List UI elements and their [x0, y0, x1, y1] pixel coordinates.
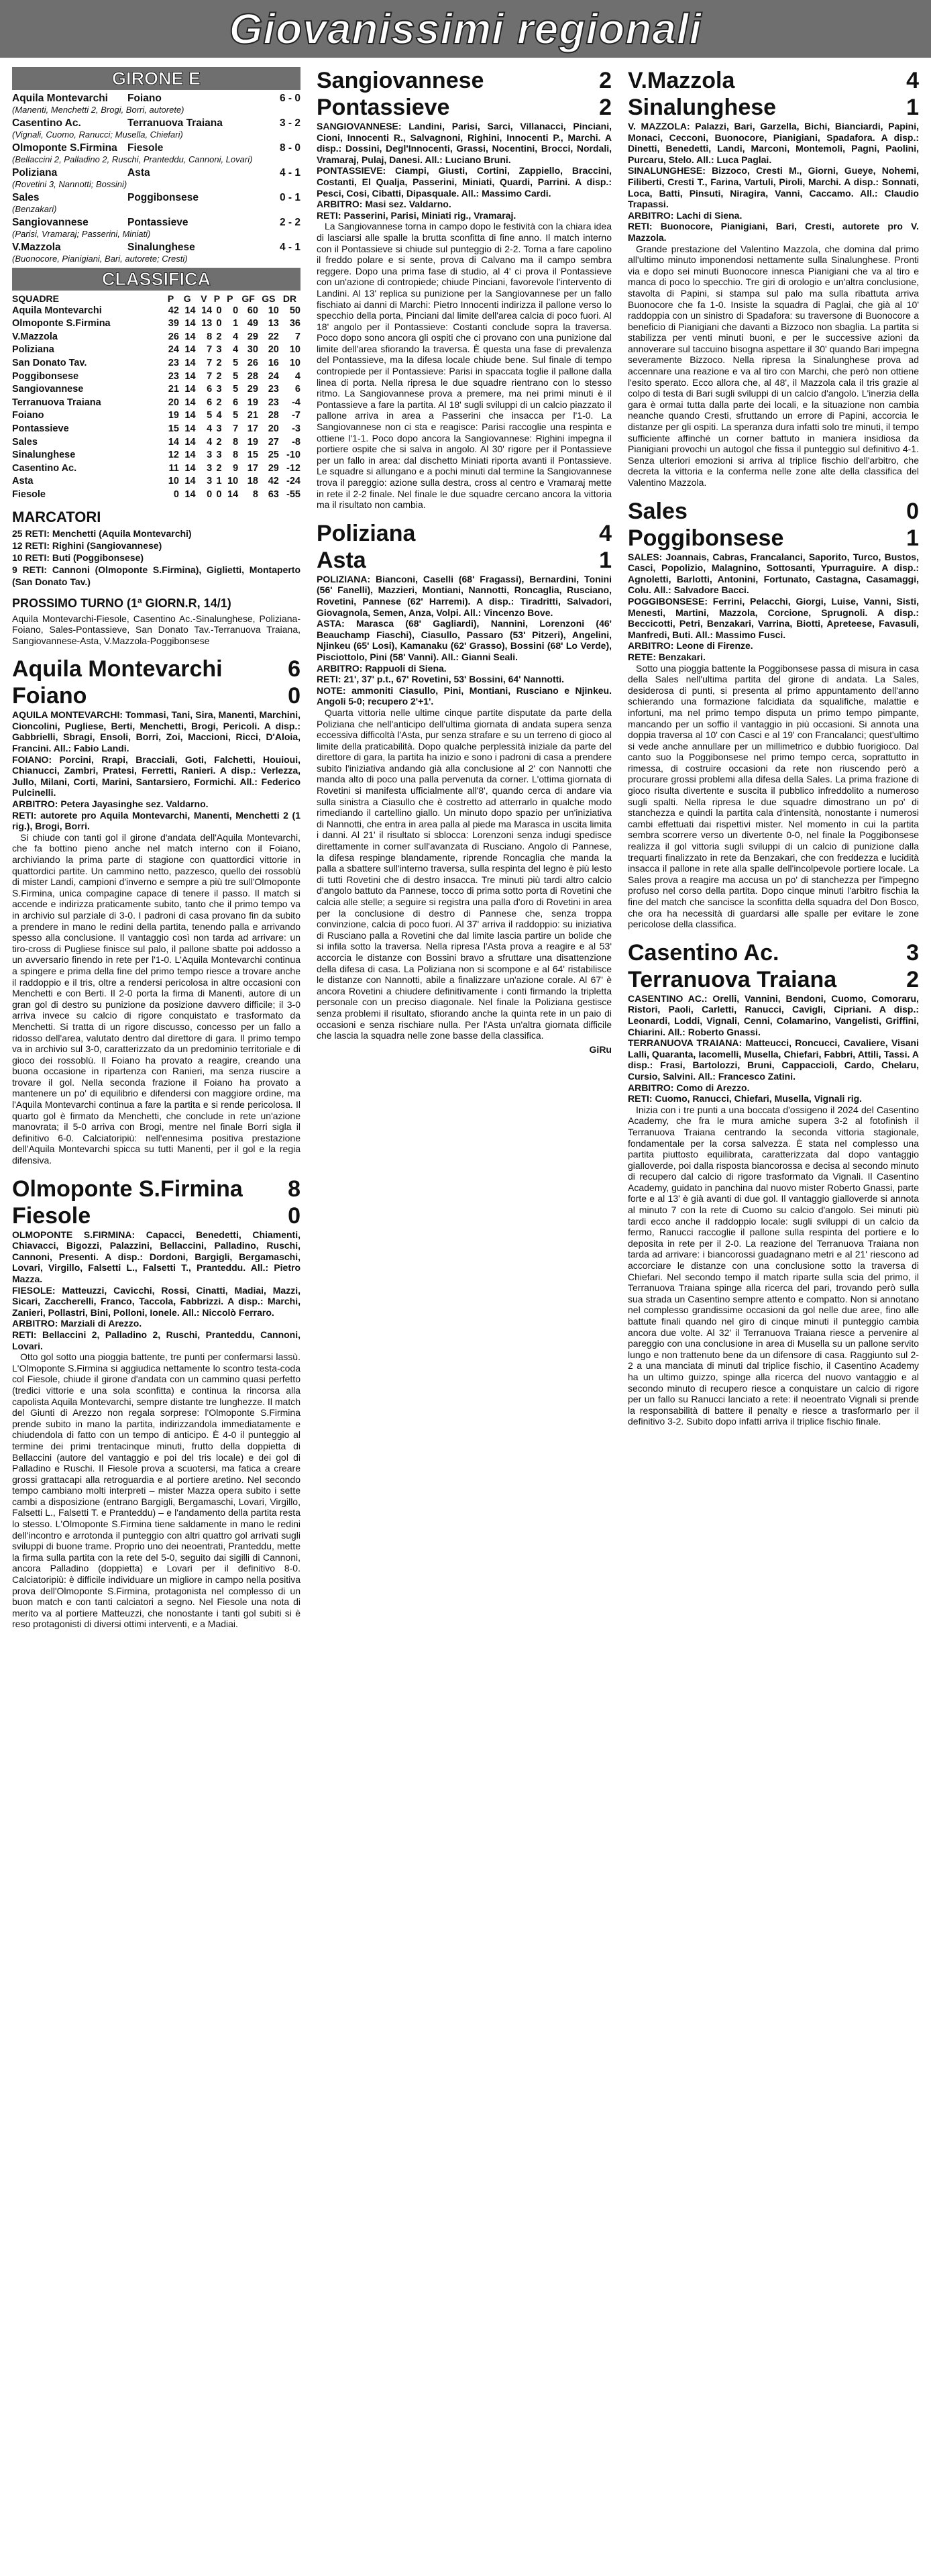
standings-col-header: G [183, 293, 191, 304]
standings-cell: 24 [268, 370, 279, 382]
result-home: Casentino Ac. [12, 117, 81, 129]
standings-cell: 14 [168, 436, 179, 448]
standings-cell: 26 [247, 357, 258, 368]
standings-cell: 2 [216, 331, 222, 342]
standings-cell: 1 [233, 318, 239, 329]
standings-col-header: SQUADRE [12, 293, 60, 304]
standings-cell: 2 [216, 357, 222, 368]
match-home-team: Aquila Montevarchi [12, 656, 223, 682]
standings-cell: 0 [216, 318, 222, 329]
standings-row [12, 317, 300, 331]
standings-cell: 20 [268, 423, 279, 434]
match-report-sangiovannese [317, 67, 612, 511]
standings-cell: 23 [268, 384, 279, 395]
match-home-row [317, 67, 612, 94]
match-body-text: Si chiude con tanti gol il girone d'andata dell'Aquila Montevarchi, che fa bottino pieno anche nel match interno con il Foiano, archiviando la prima parte di stagione con quattordici vittorie in quattordici partite. Un cammino netto, pazzesco, quello dei rossoblù di mister Landi, campioni d'inverno e sempre a più tre sull'Olmoponte S.Firmina, unica compagine capace di tenere il passo. Il match si accende e indirizza praticamente subito, tanto che il primo tempo va in archivio sul parziale di 3-0. I padroni di casa provano fin da subito a prendere in mano le redini della partita, tenendo palla e arrivando spesso alla conclusione. Il vantaggio così non tarda ad arrivare: un tiro-cross di Pugliese finisce sul palo, il pallone sbatte poi addosso a un avversario finendo in rete per l'1-0. L'Aquila Montevarchi continua a spingere e prima della fine del primo tempo riesce a trovare anche il raddoppio e il tris, oltre a rendersi pericolosa in altre occasioni con Menchetti e con Berti. Il 2-0 porta la firma di Manenti, autore di un gran gol di destro su punizione da posizione davvero difficile; il 3-0 arriva invece su calcio di rigore conquistato e trasformato da Menchetti. Si tratta di un rigore discusso, concesso per un fallo a ridosso dell'area, valutato dentro dal direttore di gara. Il primo tempo va in archivio sul 3-0, caratterizzato da un predominio territoriale e di gioco dei rossoblù. Il Foiano ha provato a reagire, creando una buona occasione in ripartenza con Ranieri, ma senza riuscire a trovare il gol. Nella seconda frazione il Foiano ha provato a mantenere un po' di equilibrio e difendersi con maggiore ordine, ma l'Aquila Montevarchi continua a fare la partita e si rende pericolosa. Il quarto gol è firmato da Menchetti, che conclude in rete un'azione manovrata; il 5-0 arriva con Brogi, mentre nel finale Borri sigla il definitivo 6-0. Calciatoripiù: nell'ennesima positiva prestazione dell'Aquila Montevarchi spicca su tutti Manenti, per il gol e la regia difensiva. [12, 831, 300, 1166]
match-lineup-line: ARBITRO: Petera Jayasinghe sez. Valdarno. [12, 798, 209, 810]
scorer-line: 10 RETI: Buti (Poggibonsese) [12, 552, 144, 563]
standings-cell: 8 [252, 488, 258, 500]
standings-cell: 20 [168, 397, 179, 408]
match-lineup-line: OLMOPONTE S.FIRMINA: Capacci, Benedetti, Chiamenti, Chiavacci, Bigozzi, Palazzini, Bellaccini, Palladino, Ruschi, Cannoni, Presenti. A disp.: Dordoni, Bargigli, Bergamaschi, Lovari, Virgillo, Falsetti L., Falsetti T., Pranteddu. All.: Pietro Mazza. [12, 1229, 300, 1284]
standings-row [12, 383, 300, 397]
standings-cell: 9 [233, 462, 239, 474]
standings-team: V.Mazzola [12, 331, 58, 342]
standings-cell: 14 [184, 384, 196, 395]
standings-cell: 8 [233, 450, 239, 461]
standings-cell: 14 [184, 357, 196, 368]
match-away-team: Foiano [12, 683, 87, 709]
result-away: Terranuova Traiana [127, 117, 223, 129]
standings-cell: 21 [168, 384, 179, 395]
result-row [12, 192, 300, 204]
standings-team: Fiesole [12, 488, 46, 500]
standings-cell: 20 [268, 344, 279, 356]
girone-heading: GIRONE E [12, 67, 300, 90]
standings-cell: 6 [207, 384, 213, 395]
standings-row [12, 488, 300, 502]
standings-cell: 14 [184, 305, 196, 316]
standings-cell: -7 [292, 410, 300, 421]
standings-cell: 17 [247, 423, 258, 434]
result-score: 8 - 0 [279, 142, 300, 154]
standings-cell: 15 [247, 450, 258, 461]
standings-cell: 63 [268, 488, 279, 500]
match-away-team: Asta [317, 547, 366, 573]
result-away: Poggibonsese [127, 192, 199, 203]
standings-cell: 3 [207, 462, 213, 474]
result-score: 3 - 2 [279, 117, 300, 129]
standings-cell: 3 [216, 344, 222, 356]
result-away: Pontassieve [127, 217, 188, 228]
match-home-team: Casentino Ac. [628, 939, 779, 966]
standings-row [12, 397, 300, 410]
standings-cell: 60 [247, 305, 258, 316]
standings-cell: 29 [247, 331, 258, 342]
standings-cell: 6 [233, 397, 239, 408]
match-away-score: 2 [599, 95, 612, 120]
standings-header [12, 293, 300, 305]
standings-row [12, 344, 300, 357]
standings-row [12, 462, 300, 476]
standings-cell: 14 [184, 476, 196, 487]
match-home-score: 4 [906, 68, 919, 93]
result-row [12, 167, 300, 179]
standings-cell: 0 [216, 305, 222, 316]
match-report-vmazzola [628, 67, 919, 488]
standings-cell: 2 [216, 370, 222, 382]
standings-cell: 26 [168, 331, 179, 342]
standings-cell: 7 [233, 423, 239, 434]
standings-cell: 14 [184, 331, 196, 342]
standings-cell: 0 [216, 488, 222, 500]
match-lineup-line: RETI: 21', 37' p.t., 67' Rovetini, 53' Bossini, 64' Nannotti. [317, 674, 565, 685]
match-away-score: 0 [288, 683, 300, 709]
match-lineup-line: FIESOLE: Matteuzzi, Cavicchi, Rossi, Cinatti, Madiai, Mazzi, Sicari, Zaccherelli, Franco, Taccola, Fabbrizzi. A disp.: Marchi, Zanieri, Pollastri, Bini, Polloni, Ionele. All.: Niccolò Ferraro. [12, 1284, 300, 1318]
match-body-text: Grande prestazione del Valentino Mazzola, che domina dal primo all'ultimo minuto imponendosi nettamente sulla Sinalunghese. Pronti via e dopo sei minuti Buonocore innesca Pianigiani che va al tiro e manca di poco lo specchio. Tre giri di orologio e un'altra conclusione, stavolta di Papini, si stampa sul palo ma sulla ribattuta arriva Buonocore che fa 1-0. Insiste la squadra di Paglai, che già al 10' raddoppia con un sinistro di Spadafora: su traversone di Buonocore a beneficio di Pianigiani che davanti a Bizzoco non sbaglia. La partita si stabilizza per venti minuti buoni, e per le successive azioni da annoverare sul taccuino bisogna aspettare il 30' quando Bari impegna severamente Bizzoco. Nella ripresa la Sinalunghese prova ad accennare una reazione e va al tiro con Marchi, che però non ottiene l'esito sperato. Ecco allora che, al 48', il Mazzola cala il tris grazie al colpo di testa di Bari sugli sviluppi di un calcio d'angolo. L'inerzia della gara è ormai tutta dalla parte dei locali, e la situazione non cambia neanche quando Cresti, sfruttando un errore di Papini, accorcia le distanze per gli ospiti. La speranza dura infatti solo tre minuti, il tempo sufficiente affinché un corner battuto in maniera insidiosa da Pianigiani provochi un autogol che fissa il punteggio sul definitivo 4-1. Senza ulteriori emozioni si arriva al triplice fischio dell'arbitro, che decreta la vittoria e la conferma nelle zone alte della classifica del Valentino Mazzola. [628, 243, 919, 488]
standings-cell: 19 [247, 397, 258, 408]
standings-cell: 3 [207, 476, 213, 487]
standings-cell: 30 [247, 344, 258, 356]
standings-cell: 49 [247, 318, 258, 329]
result-away: Asta [127, 167, 150, 178]
standings-cell: 21 [247, 410, 258, 421]
match-home-team: Sangiovannese [317, 68, 484, 93]
match-lineup-line: NOTE: ammoniti Ciasullo, Pini, Montiani, Rusciano e Njinkeu. Angoli 5-0; recupero 2'+1'. [317, 684, 612, 707]
scorers-list [12, 527, 300, 588]
match-away-team: Fiesole [12, 1202, 91, 1229]
match-away-team: Poggibonsese [628, 525, 784, 551]
results-list [12, 93, 300, 264]
match-report-sales [628, 498, 919, 930]
standings-cell: 1 [216, 476, 222, 487]
standings-cell: 10 [268, 305, 279, 316]
match-away-score: 1 [906, 95, 919, 120]
match-body-text: Inizia con i tre punti a una boccata d'ossigeno il 2024 del Casentino Academy, che fra le mura amiche supera 3-2 al fotofinish il Terranuova Traiana centrando la seconda vittoria stagionale, fondamentale per la corsa salvezza. È stata nel complesso una partita piuttosto equilibrata, caratterizzata dal dopo vantaggio gialloverde, poi dalla risposta biancorossa e decisa al secondo minuto di recupero dal calcio di rigore trasformato da Vignali. Il Casentino Academy, guidato in panchina dal nuovo mister Roberto Gnassi, parte forte e al 13' è già avanti di due gol. Il vantaggio gialloverde si annota al minuto 7 con la rete di Cuomo su calcio d'angolo. Sei minuti più tardi ecco anche il raddoppio locale: sugli sviluppi di un calcio da fermo, Ranucci raccoglie il pallone sulla respinta del portiere e lo deposita in rete per il 2-0. La reazione del Terranuova Traiana non tarda ad arrivare: i biancorossi guadagnano metri e al 21' riescono ad accorciare le distanze con una conclusione sotto la traversa di Chiefari. Nel secondo tempo il match riparte sulla scia del primo, il Terranuova Traiana spinge alla ricerca del pari, trovando però sulla sua strada un Casentino sempre attento e compatto. Non si annotano nel complesso grandissime occasioni da gol nelle due aree, fino alle battute finali quando nel giro di cinque minuti il punteggio cambia ancora due volte. Al 32' il Terranuova Traiana riesce a pervenire al pareggio con una conclusione in area di Musella su un pallone servito lungo e non trattenuto bene da un difensore di casa. Raggiunto sul 2-2 a una manciata di minuti dal triplice fischio, il Casentino Academy ha un ultimo guizzo, spinge alla ricerca del nuovo vantaggio e al secondo minuto di recupero riesce a conquistare un calcio di rigore per un fallo su Ranucci lanciato a rete: il neoentrato Vignali si prende la responsabilità di battere il penalty e riesce a trasformarlo per il definitivo 3-2. Subito dopo infatti arriva il triplice fischio finale. [628, 1104, 919, 1427]
match-lineup-line: AQUILA MONTEVARCHI: Tommasi, Tani, Sira, Manenti, Marchini, Cioncolini, Pugliese, Berti, Menchetti, Brogi, Pericoli. A disp.: Gabbrielli, Sbragi, Ensoli, Borri, Zoi, Maccioni, Ricci, D'Aloia, Francini. All.: Fabio Landi. [12, 709, 300, 754]
result-row [12, 217, 300, 229]
match-home-row [628, 939, 919, 966]
standings-cell: 23 [168, 357, 179, 368]
standings-cell: 42 [268, 476, 279, 487]
standings-cell: 5 [207, 410, 213, 421]
standings-cell: 29 [268, 462, 279, 474]
result-home: V.Mazzola [12, 242, 61, 253]
result-away: Sinalunghese [127, 242, 195, 253]
standings-cell: 3 [216, 423, 222, 434]
standings-col-header: GS [262, 293, 276, 304]
author-signature: GiRu [589, 1043, 612, 1055]
standings-row [12, 409, 300, 423]
result-row [12, 242, 300, 254]
match-home-row [12, 656, 300, 682]
result-score: 2 - 2 [279, 217, 300, 228]
match-body-text: Otto gol sotto una pioggia battente, tre punti per confermarsi lassù. L'Olmoponte S.Firmina si aggiudica nettamente lo scontro testa-coda col Fiesole, chiude il girone d'andata con un cammino quasi perfetto (tredici vittorie e una sola sconfitta) e continua la rincorsa alla capolista Aquila Montevarchi, sempre distante tre lunghezze. Il match del Giunti di Arezzo non regala sorprese: l'Olmoponte S.Firmina prende subito in mano la partita, indirizzandola immediatamente e chiudendola di fatto con un tempo di anticipo. È 4-0 il punteggio al termine dei primi trentacinque minuti, frutto della doppietta di Bellaccini (autore del vantaggio e poi del tris locale) e dei gol di Palladino e Ruschi. Il Fiesole prova a scuotersi, ma fatica a creare grossi grattacapi alla retroguardia e al portiere aretino. Nel secondo tempo cambiano molti interpreti – mister Mazza opera subito i sette cambi a disposizione (entrano Bargigli, Bergamaschi, Lovari, Virgillo, Falsetti L., Falsetti T. e Pranteddu) – e l'andamento della partita resta lo stesso. L'Olmoponte S.Firmina tiene saldamente in mano le redini dell'incontro e arrotonda il punteggio con altri quattro gol arrivati sugli sviluppi di buone trame. Proprio uno dei neoentrati, Pranteddu, mette la firma sulla partita con la rete del 5-0, seguito dai sigilli di Cannoni, ancora Palladino (doppietta) e Lovari per il definitivo 8-0. Calciatoripiù: è difficile individuare un migliore in campo nella positiva prova dell'Olmoponte S.Firmina, protagonista nel complesso di un buon match e con tanti calciatori a segno. Nel Fiesole una nota di merito va al portiere Matteuzzi, che nonostante i tanti gol subiti si è reso protagonisti di diversi ottimi interventi, e a Madiai. [12, 1351, 300, 1630]
match-lineup-line: ARBITRO: Marziali di Arezzo. [12, 1318, 142, 1329]
standings-cell: 14 [184, 410, 196, 421]
match-lineup-line: ARBITRO: Lachi di Siena. [628, 209, 743, 221]
column-middle [317, 67, 612, 1055]
standings-cell: 14 [184, 397, 196, 408]
match-lineup-line: ARBITRO: Rappuoli di Siena. [317, 662, 447, 674]
standings-cell: 3 [216, 384, 222, 395]
standings-cell: 11 [168, 462, 179, 474]
result-scorers: (Bellaccini 2, Palladino 2, Ruschi, Pranteddu, Cannoni, Lovari) [12, 154, 253, 164]
result-home: Sales [12, 192, 40, 203]
standings-cell: -10 [286, 450, 300, 461]
match-report-olmoponte [12, 1176, 300, 1630]
result-home: Aquila Montevarchi [12, 93, 108, 104]
result-row [12, 117, 300, 130]
match-away-team: Terranuova Traiana [628, 966, 837, 992]
match-home-score: 3 [906, 939, 919, 966]
standings-cell: 14 [184, 462, 196, 474]
result-score: 0 - 1 [279, 192, 300, 203]
match-body-text: Sotto una pioggia battente la Poggibonsese passa di misura in casa della Sales nell'ultima partita del girone di andata. La Sales, desiderosa di punti, si presenta al primo appuntamento dell'anno schierando una formazione falcidiata da squalifiche, malattie e infortuni, ma nel primo tempo disputa un primo tempo pimpante, mancando per un soffio il vantaggio in più occasioni. Si annota una doppia traversa al 10' con Casci e al 19' con Francalanci; quest'ultimo si vede anche annullare per un millimetrico e dubbio fuorigioco. Dal canto suo la Poggibonsese nel primo tempo cerca, soprattutto in rimessa, di costruire occasioni da rete non riuscendo però a procurare grossi problemi alla difesa della Sales. La prima frazione di gioco risulta divertente e suscita il pubblico infreddolito a numeroso sugli spalti. Nella ripresa le due squadre dimostrano un po' di stanchezza e quindi la partita cala d'intensità, nonostante i numerosi cambi effettuati dai rispettivi mister. Nel momento in cui la partita sembra scorrere verso un divertente 0-0, nel finale la Poggibonsese realizza il gol vittoria sugli sviluppi di un calcio di punizione dalla trequarti finalizzato in rete da Benzakari, che con freddezza e lucidità insacca il pallone in rete alla spalle dell'incolpevole portiere locale. La Sales prova a reagire ma accusa un po' di stanchezza per l'impegno profuso nel corso della partita. Dopo cinque minuti l'arbitro fischia la fine del match che sancisce la sconfitta della squadra del Don Bosco, che ora ha necessità di guardarsi alle spalle per evitare le zone pericolose della classifica. [628, 662, 919, 930]
match-away-row [628, 966, 919, 993]
standings-team: San Donato Tav. [12, 357, 87, 368]
match-home-score: 0 [906, 498, 919, 524]
standings-cell: -4 [292, 397, 300, 408]
match-home-team: Olmoponte S.Firmina [12, 1176, 243, 1202]
standings-cell: 7 [294, 331, 300, 342]
standings-cell: 14 [184, 344, 196, 356]
match-lineup-line: RETI: Buonocore, Pianigiani, Bari, Cresti, autorete pro V. Mazzola. [628, 221, 919, 243]
match-home-row [628, 498, 919, 525]
standings-cell: 7 [207, 344, 213, 356]
standings-cell: 25 [268, 450, 279, 461]
next-round-heading: PROSSIMO TURNO (1ª GIORN.R, 14/1) [12, 596, 231, 610]
standings-cell: 10 [227, 476, 239, 487]
match-home-team: Sales [628, 498, 688, 524]
standings-row [12, 436, 300, 450]
standings-cell: 2 [216, 397, 222, 408]
standings-team: Olmoponte S.Firmina [12, 318, 111, 329]
standings-cell: 14 [201, 305, 213, 316]
standings-col-header: P [227, 293, 233, 304]
standings-cell: 4 [216, 410, 222, 421]
match-lineup-line: V. MAZZOLA: Palazzi, Bari, Garzella, Bichi, Bianciardi, Papini, Monaci, Cecconi, Buonocore, Pianigiani, Spadafora. A disp.: Dinetti, Benedetti, Landi, Marconi, Montemoli, Pagni, Paolini, Purcaru, Stelo. All.: Luca Paglai. [628, 121, 919, 165]
standings-team: Poliziana [12, 344, 54, 356]
match-home-score: 6 [288, 656, 300, 682]
standings-cell: 5 [233, 384, 239, 395]
standings-cell: 42 [168, 305, 179, 316]
match-home-row [317, 520, 612, 547]
match-lineup-line: RETE: Benzakari. [628, 651, 706, 662]
standings-cell: 23 [268, 397, 279, 408]
standings-cell: 28 [268, 410, 279, 421]
standings-cell: 28 [247, 370, 258, 382]
result-home: Olmoponte S.Firmina [12, 142, 117, 154]
standings-cell: 14 [184, 318, 196, 329]
standings-cell: 29 [247, 384, 258, 395]
match-body-text: La Sangiovannese torna in campo dopo le festività con la chiara idea di lasciarsi alle spalle la brutta sconfitta di fine anno. Il match interno con il Pontassieve si chiude sul punteggio di 2-2. Torna a fare capolino il freddo polare e si sente, prova di Calvano ma il campo sembra reggere. Dopo una prima fase di studio, al 4' ci prova il Pontassieve con un'azione di contropiede; chiude Pinciani, favorevole l'intervento di Landini. Al 13' replica su punizione per la Sangiovannese per un fallo fischiato ai danni di Marchi: Pietro Innocenti indirizza il pallone verso lo specchio della porta, Pinciani dal limite dell'area calcia di poco fuori. Al 18' angolo per il Pontassieve: Costanti conclude sopra la traversa. Poco dopo sono ancora gli ospiti che ci provano con una punizione dal limite dell'area sfiorando la traversa. È questa una fase di prevalenza del Pontassieve, ma la difesa locale chiude bene. Sul finale di tempo contropiede per il Pontassieve: Parisi in spaccata toglie il pallone dalla linea di porta. Nella ripresa le due squadre rientrano con lo stesso ritmo. La Sangiovannese prova a premere, ma nei primi minuti è il Pontassieve a fare la partita. Al 18' sugli sviluppi di un calcio piazzato il pallone arriva in area a Passerini che insacca per l'1-0. La Sangiovannese non ci sta e reagisce: Parisi raccoglie una respinta e ottiene l'1-1. Poco dopo ancora la Sangiovannese: Righini impegna il portiere ospite che si salva in angolo. Al 30' rigore per il Pontassieve per un fallo in area: dal dischetto Miniati riporta avanti il Pontassieve. Le squadre si allungano e a pochi minuti dal termine la Sangiovannese trova il pareggio: azione sulla destra, cross al centro e Vramaraj mette in rete il 2-2 finale. Nel finale le due squadre cercano ancora la vittoria ma il risultato non cambia. [317, 221, 612, 511]
standings-team: Poggibonsese [12, 370, 79, 382]
scorer-line: 25 RETI: Menchetti (Aquila Montevarchi) [12, 527, 192, 539]
result-scorers: (Vignali, Cuomo, Ranucci; Musella, Chiefari) [12, 130, 183, 140]
result-home: Sangiovannese [12, 217, 89, 228]
match-lineup-line: POLIZIANA: Bianconi, Caselli (68' Fragassi), Bernardini, Tonini (56' Fanelli), Mazzieri, Montiani, Nannotti, Roncaglia, Rusciano, Rovetini, Pannese (62' Harremi). A disp.: Tiradritti, Salvadori, Giovagnola, Semen, Anza, Volpi. All.: Vincenzo Bove. [317, 573, 612, 618]
standings-cell: 12 [168, 450, 179, 461]
match-lineup-line: POGGIBONSESE: Ferrini, Pelacchi, Giorgi, Luise, Vanni, Sisti, Menesti, Martini, Mazzola, Corcione, Sprugnoli. A disp.: Beccicotti, Petri, Benzakari, Varrina, Biotti, Apreteese, Favasuli, Manfredi, Buti. All.: Massimo Fusci. [628, 595, 919, 640]
standings-team: Pontassieve [12, 423, 69, 434]
match-lineup-line: ARBITRO: Leone di Firenze. [628, 640, 753, 652]
result-away: Foiano [127, 93, 162, 104]
standings-cell: 7 [207, 370, 213, 382]
standings-cell: -12 [286, 462, 300, 474]
standings-row [12, 475, 300, 488]
match-lineup-line: PONTASSIEVE: Ciampi, Giusti, Cortini, Zappiello, Braccini, Costanti, El Qualja, Passerini, Miniati, Quardi, Parrini. A disp.: Pesci, Cosi, Cibatti, Dipasquale. All.: Massimo Cardi. [317, 165, 612, 199]
standings-col-header: GF [241, 293, 255, 304]
scorer-line: 12 RETI: Righini (Sangiovannese) [12, 539, 162, 551]
standings-row [12, 449, 300, 462]
standings-team: Casentino Ac. [12, 462, 77, 474]
match-lineup-line: RETI: autorete pro Aquila Montevarchi, Manenti, Menchetti 2 (1 rig.), Brogi, Borri. [12, 809, 300, 832]
standings-cell: 27 [268, 436, 279, 448]
match-away-team: Pontassieve [317, 95, 450, 120]
standings-cell: 14 [184, 488, 196, 500]
standings-cell: 5 [233, 410, 239, 421]
match-home-score: 2 [599, 68, 612, 93]
marcatori-heading: MARCATORI [12, 508, 101, 525]
standings-cell: -8 [292, 436, 300, 448]
standings-row [12, 331, 300, 344]
result-away: Fiesole [127, 142, 164, 154]
match-away-score: 1 [599, 547, 612, 573]
standings-cell: 3 [216, 450, 222, 461]
match-lineup-line: TERRANUOVA TRAIANA: Matteucci, Roncucci, Cavaliere, Visani Lalli, Quaranta, Iacomelli, Musella, Chiefari, Fabbri, Attili, Tassi. A disp.: Frasi, Bartolozzi, Bruni, Cappaccioli, Cardo, Chelaru, Cursio, Salvini. All.: Francesco Zatini. [628, 1037, 919, 1082]
column-left [12, 67, 300, 1630]
standings-cell: 3 [207, 450, 213, 461]
match-away-score: 2 [906, 966, 919, 992]
standings-cell: 6 [294, 384, 300, 395]
standings-cell: 4 [233, 344, 239, 356]
standings-cell: -3 [292, 423, 300, 434]
result-scorers: (Parisi, Vramaraj; Passerini, Miniati) [12, 229, 151, 239]
match-lineup-line: ASTA: Marasca (68' Gagliardi), Nannini, Lorenzoni (46' Beauchamp Fiaschi), Ciasullo, Passaro (53' Pitzeri), Angelini, Njinkeu (65' Losi), Kamanaku (62' Grasso), Bossini (68' Lo Verde), Pisciottolo, Pini (58' Vanni). All.: Gianni Seali. [317, 618, 612, 662]
standings-col-header: P [213, 293, 221, 304]
standings-cell: 10 [289, 357, 300, 368]
match-home-row [12, 1176, 300, 1202]
standings-cell: 8 [207, 331, 213, 342]
standings-cell: 36 [289, 318, 300, 329]
result-scorers: (Manenti, Menchetti 2, Brogi, Borri, autorete) [12, 105, 184, 115]
standings-team: Aquila Montevarchi [12, 305, 102, 316]
result-score: 6 - 0 [279, 93, 300, 104]
standings-team: Sinalunghese [12, 450, 76, 461]
classifica-heading: CLASSIFICA [12, 268, 300, 291]
match-body-text: Quarta vittoria nelle ultime cinque partite disputate da parte della Poliziana che nell'anticipo dell'ultima giornata di andata supera senza eccessiva difficoltà l'Asta, pur senza strafare e su un terreno di gioco al limite della praticabilità. Dopo qualche perplessità iniziale da parte del direttore di gara, la partita ha inizio e sono i padroni di casa a prendere subito l'iniziativa andando già alla conclusione al 2' con Nannotti che manda alto di poco una palla pervenuta da corner. L'ottima giornata di Rovetini si manifesta ufficialmente all'8', quando cerca di andare via sulla sinistra a Ciasullo che è costretto ad atterrarlo in qualche modo rimediando il cartellino giallo. Un minuto dopo spazio per un'iniziativa di Nannotti, che entra in area palla al piede ma Marasca in uscita limita i danni. Al 21' il risultato si sblocca: Lorenzoni senza indugi spedisce direttamente in corner sull'avanzata di Rusciano. Angolo di Pannese, la difesa respinge blandamente, riprende Roncaglia che manda la palla a sbattere sull'interno traversa, sulla respinta del legno è più lesto di tutti Rovetini che di destro insacca. Tre minuti più tardi altro calcio d'angolo battuto da Pannese, tocco di prima sotto porta di Rovetini che calcia alle stelle; a seguire si registra una palla d'oro di Rovetini in area per la conclusione di destro di Pannese che, senza troppa convinzione, calcia di poco fuori. Al 37' arriva il raddoppio: su iniziativa di Rusciano palla a Rovetini che dal limite lascia partire un bolide che si infila sotto la traversa. Nella ripresa l'Asta prova a reagire e al 53' accorcia le distanze con Bossini bravo a sfruttare una disattenzione della difesa di casa. La Poliziana non si scompone e al 64' ristabilisce le distanze con Nannotti, abile a finalizzare un'azione corale. Al 67' è ancora Rovetini a chiudere definitivamente i conti firmando la tripletta personale con un preciso diagonale. Nel finale la Poliziana gestisce senza problemi il risultato, sfiorando anche la quinta rete in un paio di occasioni e senza rischiare nulla. Per l'Asta un'altra giornata difficile che lascia la squadra nelle zone basse della classifica. [317, 707, 612, 1041]
standings-cell: 14 [184, 423, 196, 434]
next-round-text: Aquila Montevarchi-Fiesole, Casentino Ac.-Sinalunghese, Poliziana-Foiano, Sales-Pontassieve, San Donato Tav.-Terranuova Traiana, Sangiovannese-Asta, V.Mazzola-Poggibonsese [12, 613, 300, 646]
standings-cell: 4 [294, 370, 300, 382]
match-away-row [317, 94, 612, 121]
standings-cell: 50 [289, 305, 300, 316]
standings-cell: 16 [268, 357, 279, 368]
match-report-casentino [628, 939, 919, 1427]
standings-col-header: V [201, 293, 207, 304]
standings-cell: 39 [168, 318, 179, 329]
standings-cell: -55 [286, 488, 300, 500]
match-away-row [12, 1202, 300, 1229]
result-scorers: (Rovetini 3, Nannotti; Bossini) [12, 179, 127, 189]
standings-cell: 0 [207, 488, 213, 500]
standings-cell: 14 [184, 450, 196, 461]
match-lineup-line: SINALUNGHESE: Bizzoco, Cresti M., Giorni, Gueye, Nohemi, Filiberti, Cresti T., Farina, Vartuli, Piroli, Marchi. A disp.: Sonnati, Loca, Batti, Pinsuti, Niragira, Vanni, Caccamo. All.: Claudio Trapassi. [628, 165, 919, 210]
match-away-row [12, 682, 300, 709]
column-right [628, 67, 919, 1427]
standings-cell: 18 [247, 476, 258, 487]
match-lineup-line: CASENTINO AC.: Orelli, Vannini, Bendoni, Cuomo, Comoraru, Ristori, Paoli, Carletti, Ranucci, Cavigli, Cipriani. A disp.: Leonardi, Loddi, Vignali, Cenni, Colamarino, Vangelisti, Griffini, Chiarini. All.: Roberto Gnassi. [628, 992, 919, 1037]
match-home-team: Poliziana [317, 520, 416, 546]
standings-team: Sangiovannese [12, 384, 84, 395]
match-lineup-line: RETI: Bellaccini 2, Palladino 2, Ruschi, Pranteddu, Cannoni, Lovari. [12, 1329, 300, 1351]
match-home-row [628, 67, 919, 94]
result-scorers: (Buonocore, Pianigiani, Bari, autorete; Cresti) [12, 254, 188, 264]
standings-cell: 4 [207, 423, 213, 434]
result-home: Poliziana [12, 167, 58, 178]
match-away-row [317, 547, 612, 574]
match-report-aquila [12, 656, 300, 1166]
match-home-score: 8 [288, 1176, 300, 1202]
match-home-team: V.Mazzola [628, 68, 735, 93]
section-banner [0, 0, 931, 58]
result-row [12, 142, 300, 154]
standings-table [12, 293, 300, 502]
standings-cell: 14 [227, 488, 239, 500]
result-scorers: (Benzakari) [12, 204, 57, 214]
standings-row [12, 357, 300, 370]
standings-cell: 19 [168, 410, 179, 421]
standings-cell: 15 [168, 423, 179, 434]
match-lineup-line: FOIANO: Porcini, Rrapi, Bracciali, Goti, Falchetti, Houioui, Chianucci, Zambri, Pratesi, Ferretti, Ranieri. A disp.: Verlezza, Jullo, Milani, Corti, Marini, Santarsiero, Formichi. All.: Federico Pulcinelli. [12, 754, 300, 798]
standings-cell: 4 [233, 331, 239, 342]
standings-cell: 23 [168, 370, 179, 382]
standings-cell: 14 [184, 436, 196, 448]
match-lineup-line: RETI: Cuomo, Ranucci, Chiefari, Musella, Vignali rig. [628, 1093, 863, 1104]
match-away-score: 1 [906, 525, 919, 551]
standings-cell: 0 [233, 305, 239, 316]
standings-cell: 2 [216, 462, 222, 474]
standings-row [12, 305, 300, 318]
standings-cell: 5 [233, 357, 239, 368]
standings-row [12, 370, 300, 384]
standings-cell: 5 [233, 370, 239, 382]
match-lineup-line: SANGIOVANNESE: Landini, Parisi, Sarci, Villanacci, Pinciani, Cioni, Innocenti R., Salvagnoni, Righini, Innocenti P., Marchi. A disp.: Dossini, Degl'Innocenti, Grassi, Nocentini, Brocci, Nordali, Vramaraj, Pulaj, Danesi. All.: Luciano Bruni. [317, 121, 612, 165]
standings-cell: 10 [289, 344, 300, 356]
result-row [12, 93, 300, 105]
standings-team: Asta [12, 476, 34, 487]
match-away-score: 0 [288, 1202, 300, 1229]
standings-team: Terranuova Traiana [12, 397, 101, 408]
match-lineup-line: RETI: Passerini, Parisi, Miniati rig., Vramaraj. [317, 209, 516, 221]
standings-row [12, 423, 300, 436]
match-lineup-line: ARBITRO: Como di Arezzo. [628, 1082, 750, 1093]
standings-cell: 22 [268, 331, 279, 342]
banner-title: Giovanissimi regionali [229, 5, 702, 53]
match-home-score: 4 [599, 520, 612, 546]
standings-cell: 19 [247, 436, 258, 448]
match-away-team: Sinalunghese [628, 95, 777, 120]
match-report-poliziana [317, 520, 612, 1041]
standings-cell: 0 [173, 488, 179, 500]
standings-cell: -24 [286, 476, 300, 487]
match-away-row [628, 94, 919, 121]
standings-col-header: DR [282, 293, 297, 304]
standings-cell: 13 [201, 318, 213, 329]
result-score: 4 - 1 [279, 242, 300, 253]
scorer-line: 9 RETI: Cannoni (Olmoponte S.Firmina), Giglietti, Montaperto (San Donato Tav.) [12, 564, 300, 587]
standings-cell: 10 [168, 476, 179, 487]
standings-cell: 8 [233, 436, 239, 448]
match-away-row [628, 525, 919, 552]
standings-cell: 6 [207, 397, 213, 408]
standings-cell: 2 [216, 436, 222, 448]
standings-col-header: P [167, 293, 174, 304]
match-lineup-line: ARBITRO: Masi sez. Valdarno. [317, 199, 451, 210]
standings-cell: 4 [207, 436, 213, 448]
standings-cell: 13 [268, 318, 279, 329]
standings-team: Foiano [12, 410, 44, 421]
standings-cell: 17 [247, 462, 258, 474]
standings-team: Sales [12, 436, 38, 448]
match-lineup-line: SALES: Joannais, Cabras, Francalanci, Saporito, Turco, Bustos, Casci, Popolizio, Malagnino, Sottosanti, Ypurraguire. A disp.: Agnoletti, Barlotti, Antonini, Fortunato, Castagna, Casamaggi, Colu. All.: Salvadore Bacci. [628, 551, 919, 596]
standings-cell: 14 [184, 370, 196, 382]
standings-cell: 24 [168, 344, 179, 356]
result-score: 4 - 1 [279, 167, 300, 178]
standings-cell: 7 [207, 357, 213, 368]
